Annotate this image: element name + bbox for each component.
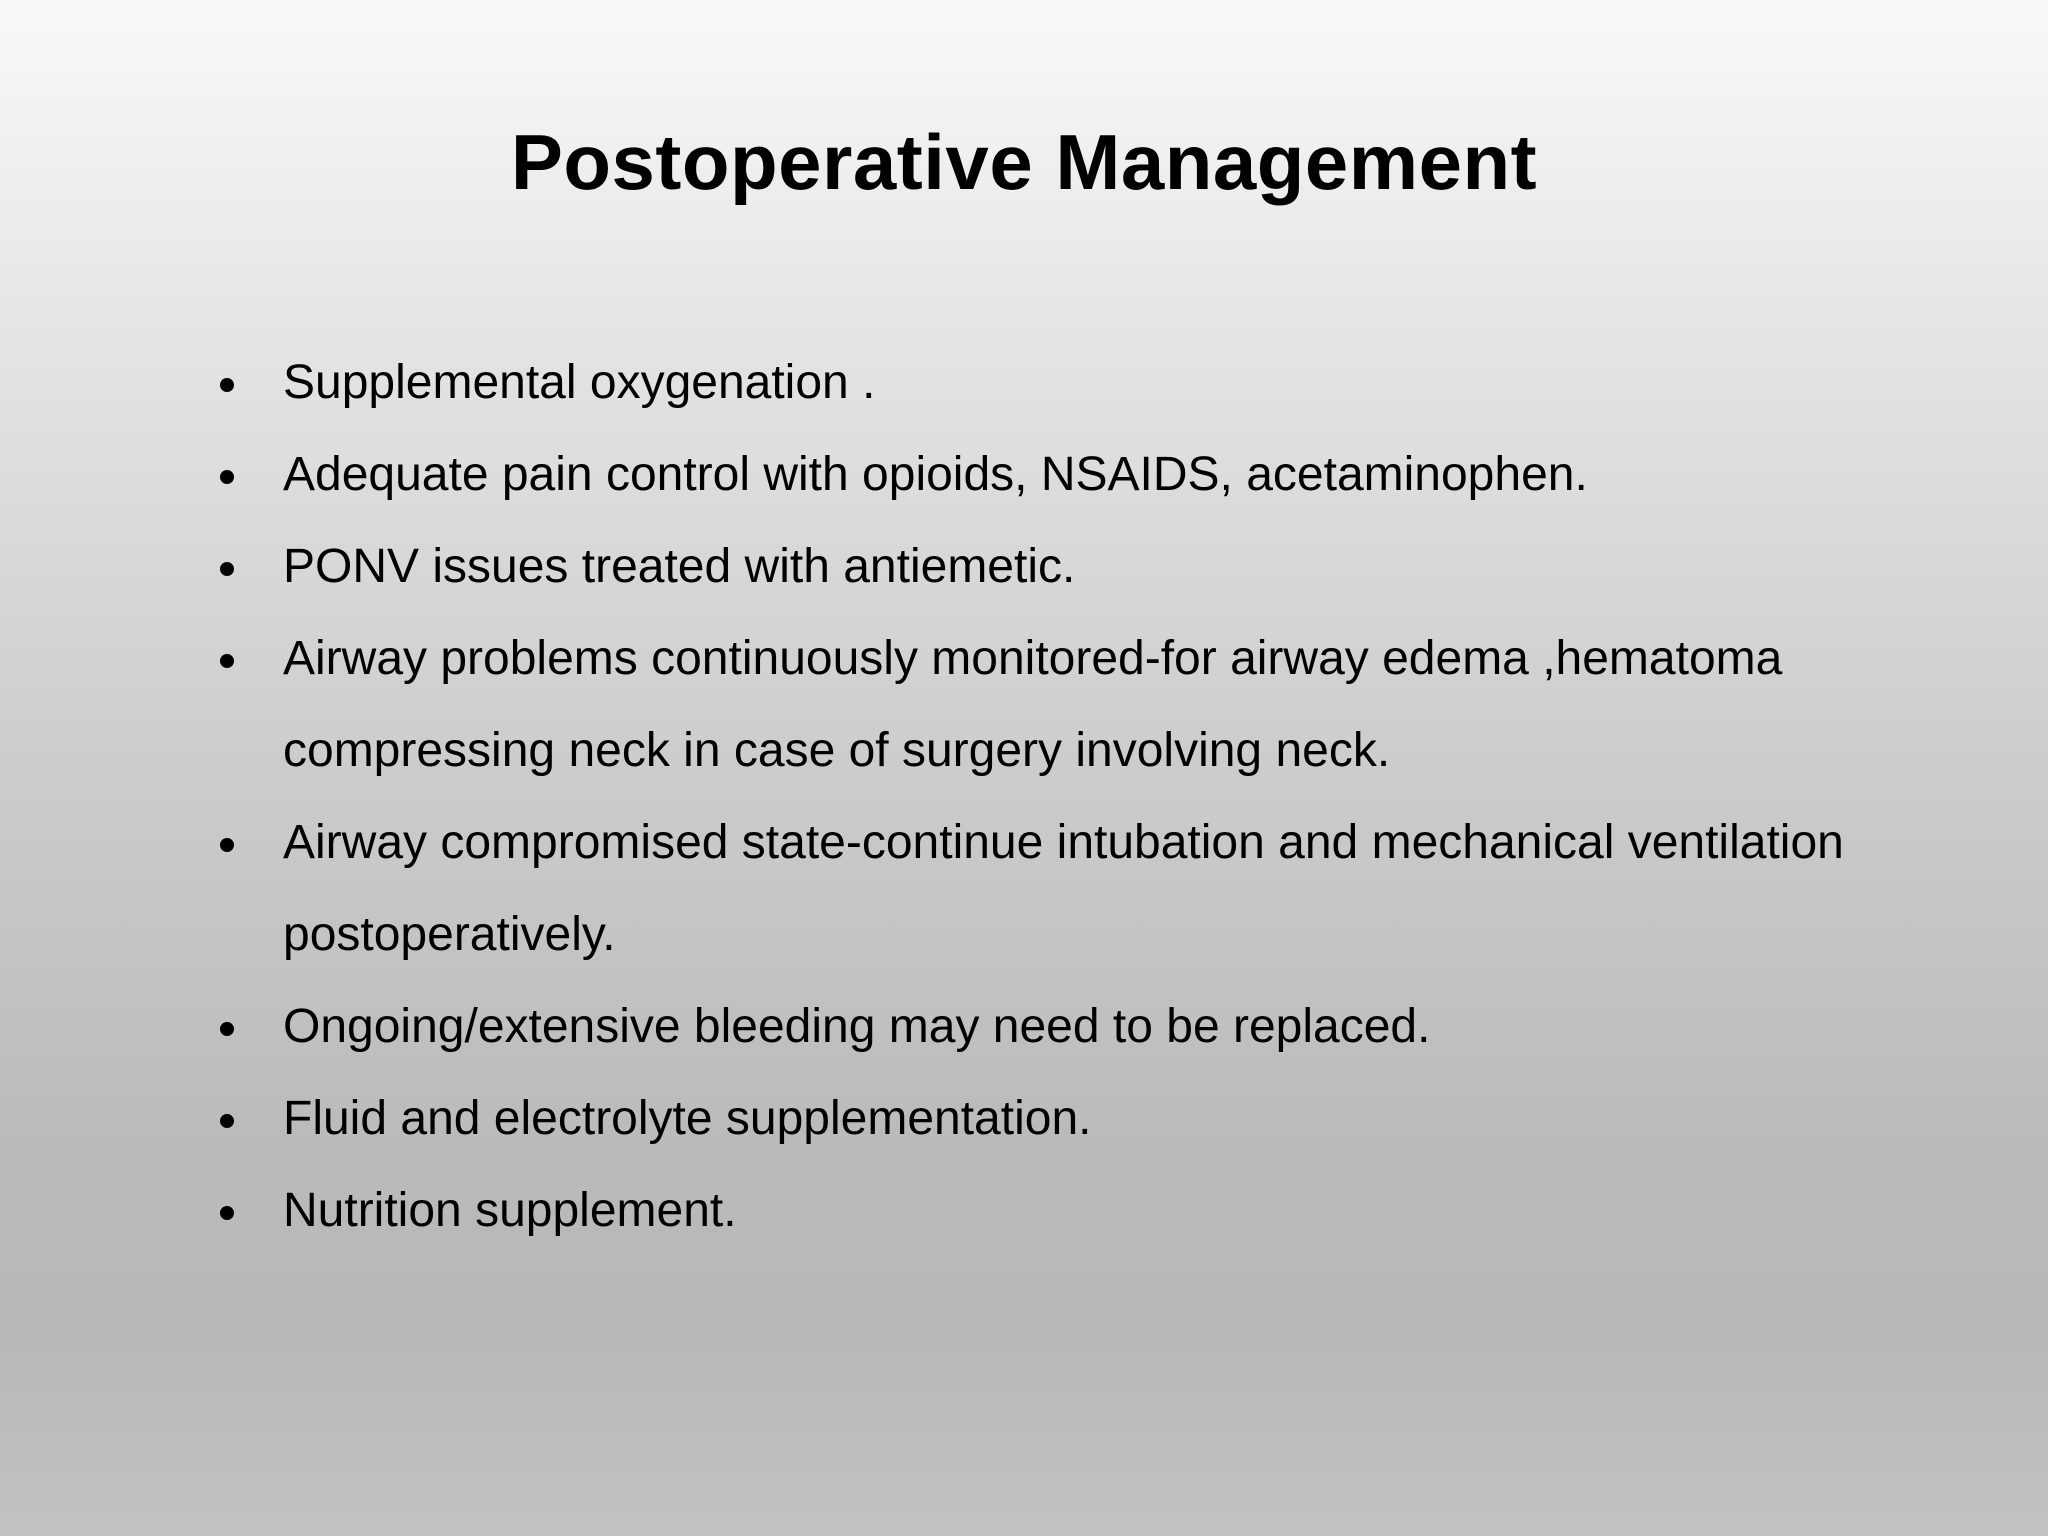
slide-title: Postoperative Management	[510, 118, 1538, 206]
bullet-item	[212, 521, 1892, 613]
bullet-dot-icon	[220, 1114, 234, 1128]
bullet-dot-icon	[220, 1206, 234, 1220]
bullet-dot-icon	[220, 838, 234, 852]
bullet-text: Airway problems continuously monitored-for airway edema ,hematoma compressing neck in case of surgery involving neck.	[283, 632, 1783, 777]
bullet-dot-icon	[220, 1022, 234, 1036]
bullet-item	[212, 429, 1892, 521]
bullet-item	[212, 981, 1892, 1073]
bullet-dot-icon	[220, 562, 234, 576]
bullet-item	[212, 613, 1892, 797]
bullet-dot-icon	[220, 378, 234, 392]
bullet-item	[212, 1073, 1892, 1165]
bullet-text: Supplemental oxygenation .	[283, 356, 876, 409]
bullet-text: Adequate pain control with opioids, NSAIDS, acetaminophen.	[283, 448, 1588, 501]
bullet-text: PONV issues treated with antiemetic.	[283, 540, 1076, 593]
bullet-text: Nutrition supplement.	[283, 1184, 737, 1237]
bullet-list	[212, 337, 1892, 1257]
bullet-item	[212, 1165, 1892, 1257]
bullet-text: Airway compromised state-continue intubation and mechanical ventilation postoperatively.	[283, 816, 1844, 961]
bullet-item	[212, 797, 1892, 981]
bullet-text: Ongoing/extensive bleeding may need to be replaced.	[283, 1000, 1431, 1053]
bullet-item	[212, 337, 1892, 429]
bullet-dot-icon	[220, 654, 234, 668]
bullet-dot-icon	[220, 470, 234, 484]
bullet-text: Fluid and electrolyte supplementation.	[283, 1092, 1092, 1145]
